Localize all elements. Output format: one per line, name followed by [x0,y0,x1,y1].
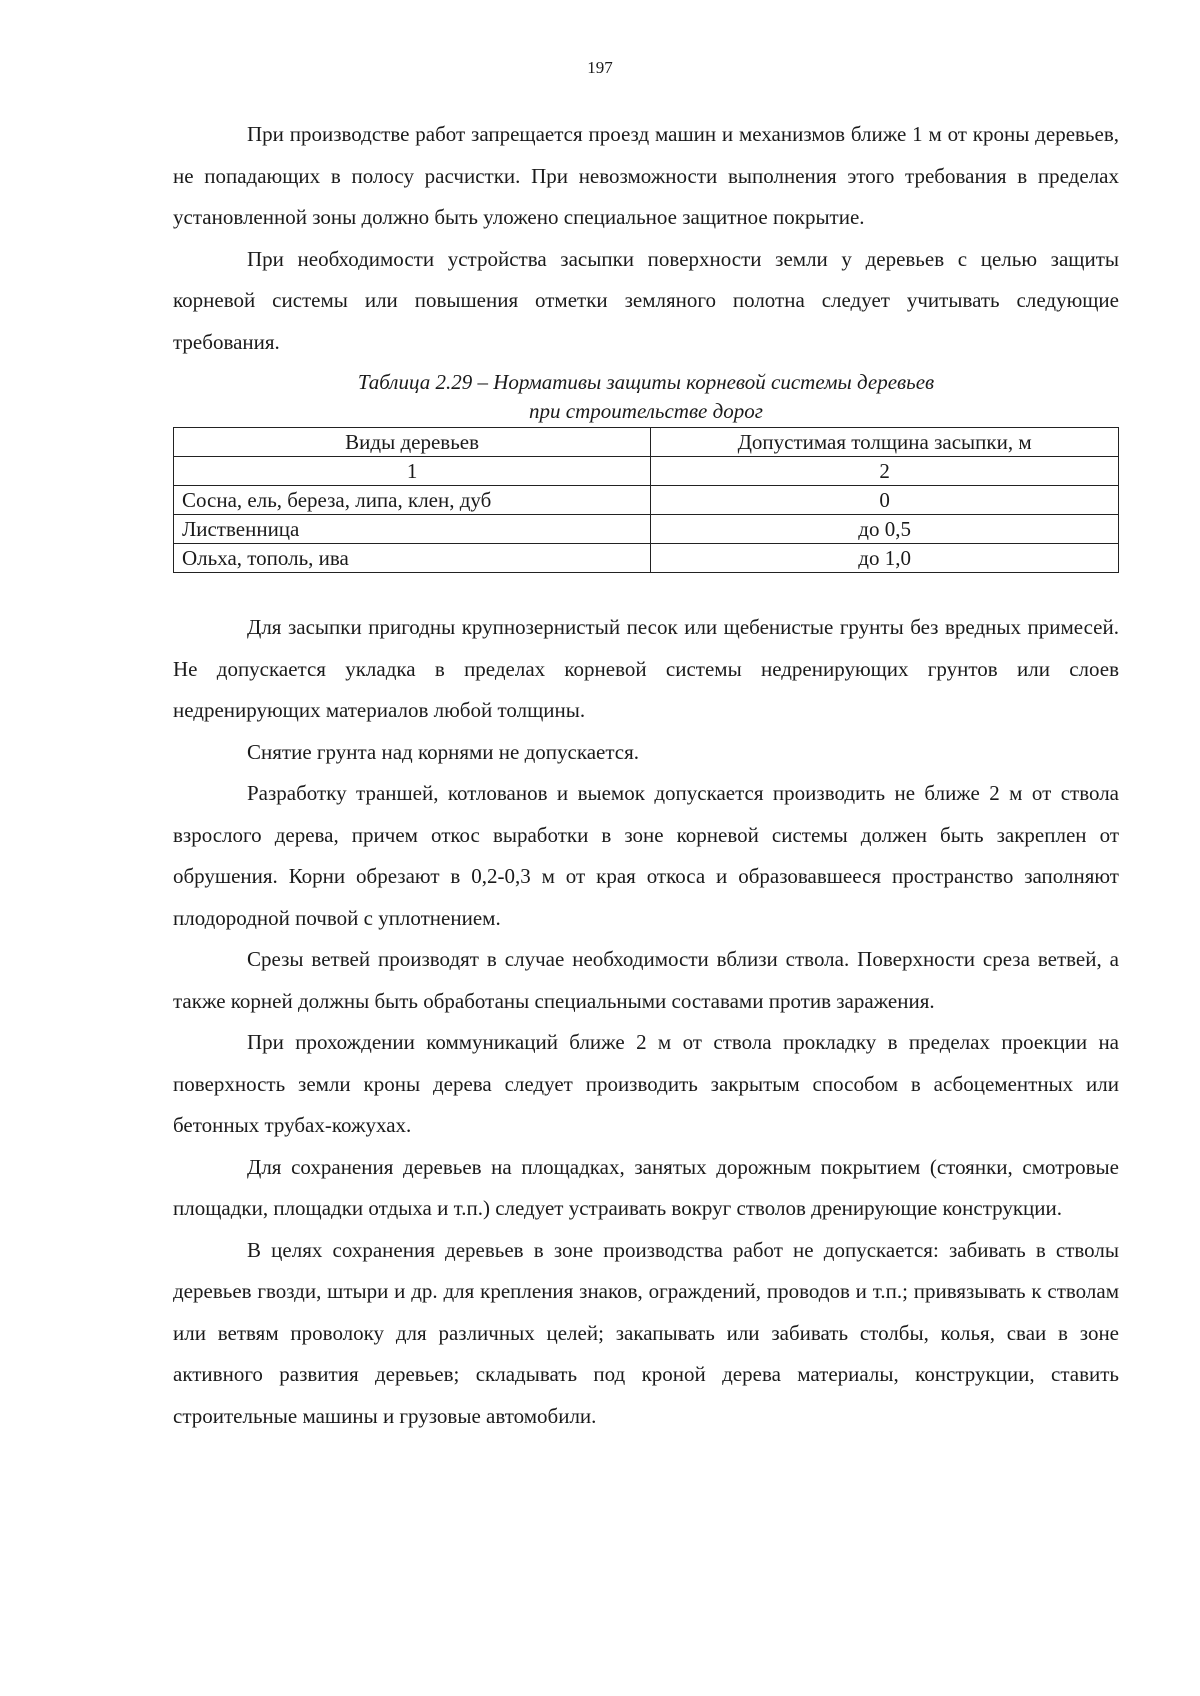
column-number: 1 [174,457,651,486]
paragraph: Снятие грунта над корнями не допускается. [247,739,640,764]
column-number: 2 [651,457,1119,486]
thickness-cell: 0 [651,486,1119,515]
table-caption [173,368,1119,426]
tree-types-cell: Сосна, ель, береза, липа, клен, дуб [174,486,651,515]
table-caption-line: при строительстве дорог [529,399,763,423]
paragraph: При производстве работ запрещается проезд машин и механизмов ближе 1 м от кроны деревьев, не попадающих в полосу расчистки. При невозможности выполнения этого требования в пределах установленной зоны должно быть уложено специальное защитное покрытие. [173,122,1119,229]
paragraph: В целях сохранения деревьев в зоне производства работ не допускается: забивать в стволы деревьев гвозди, штыри и др. для крепления знаков, ограждений, проводов и т.п.; привязывать к стволам или ветвям проволоку для различных целей; закапывать или забивать столбы, колья, сваи в зоне активного развития деревьев; складывать под кроной дерева материалы, конструкции, ставить строительные машины и грузовые автомобили. [173,1237,1119,1428]
thickness-cell: до 0,5 [651,515,1119,544]
table-caption-line: Таблица 2.29 – Нормативы защиты корневой системы деревьев [357,370,935,394]
tree-types-cell: Лиственница [174,515,651,544]
paragraph: Для засыпки пригодны крупнозернистый песок или щебенистые грунты без вредных примесей. Не допускается укладка в пределах корневой системы недренирующих грунтов или слоев недренирующих материалов любой толщины. [173,615,1119,722]
table-row [174,486,1119,515]
paragraph: Разработку траншей, котлованов и выемок допускается производить не ближе 2 м от ствола взрослого дерева, причем откос выработки в зоне корневой системы должен быть закреплен от обрушения. Корни обрезают в 0,2-0,3 м от края откоса и образовавшееся пространство заполняют плодородной почвой с уплотнением. [173,781,1119,930]
norms-table [173,427,1119,573]
table-column-numbers-row [174,457,1119,486]
paragraph: Срезы ветвей производят в случае необходимости вблизи ствола. Поверхности среза ветвей, а также корней должны быть обработаны специальными составами против заражения. [173,947,1119,1013]
table-header-row [174,428,1119,457]
thickness-cell: до 1,0 [651,544,1119,573]
document-body [173,114,1119,1437]
table-row [174,544,1119,573]
paragraph: При прохождении коммуникаций ближе 2 м от ствола прокладку в пределах проекции на поверхность земли кроны дерева следует производить закрытым способом в асбоцементных или бетонных трубах-кожухах. [173,1030,1119,1137]
page-number: 197 [587,58,613,77]
header-backfill-thickness: Допустимая толщина засыпки, м [651,428,1119,457]
table-row [174,515,1119,544]
paragraph: Для сохранения деревьев на площадках, занятых дорожным покрытием (стоянки, смотровые площадки, площадки отдыха и т.п.) следует устраивать вокруг стволов дренирующие конструкции. [173,1154,1119,1220]
header-tree-types: Виды деревьев [174,428,651,457]
tree-types-cell: Ольха, тополь, ива [174,544,651,573]
paragraph: При необходимости устройства засыпки поверхности земли у деревьев с целью защиты корневой системы или повышения отметки земляного полотна следует учитывать следующие требования. [173,246,1119,354]
